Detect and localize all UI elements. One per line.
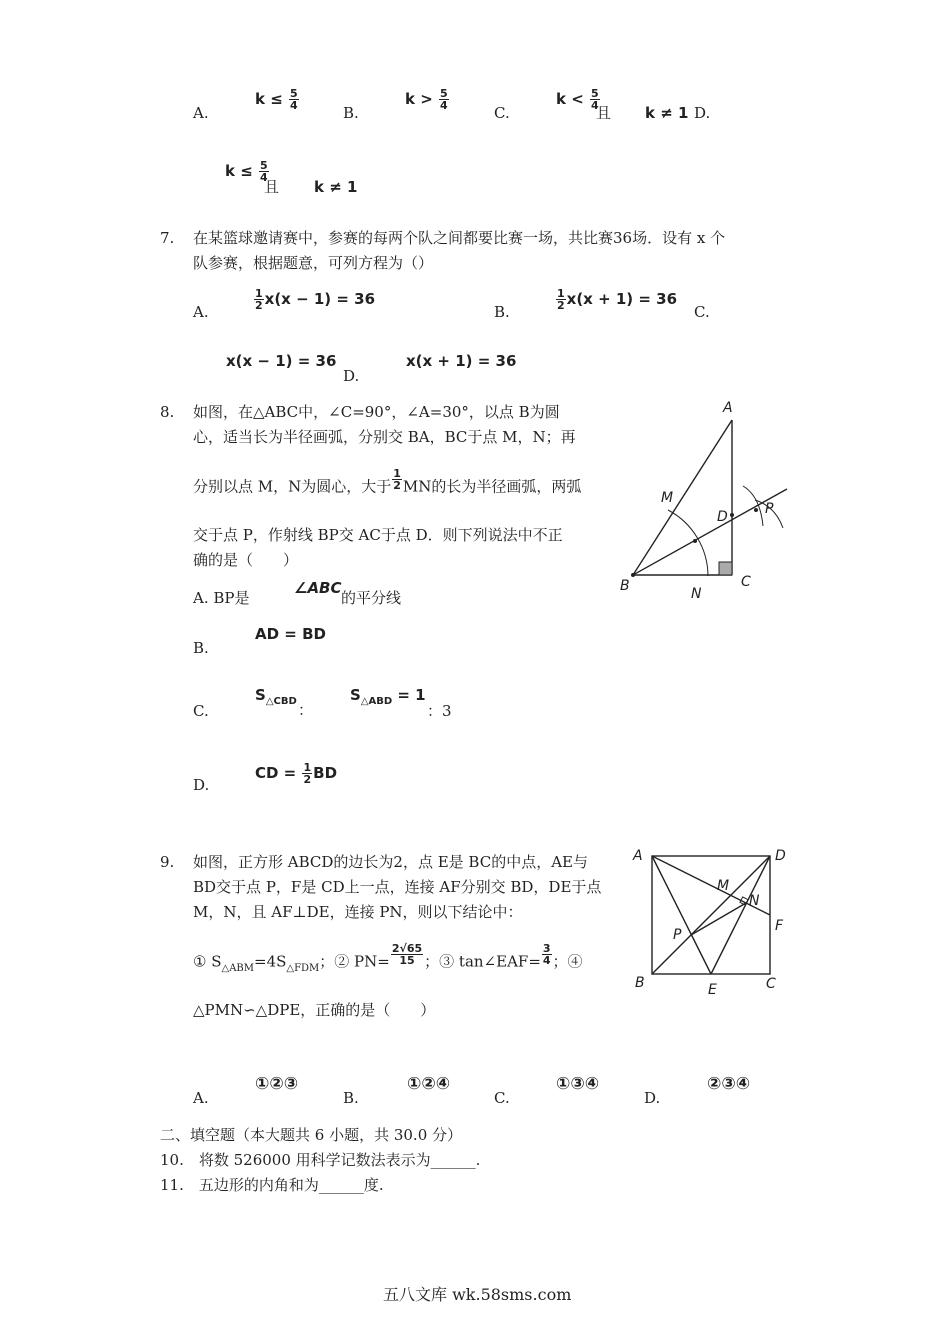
q8-c-s2: $S_{\triangle ABD} = 1$ xyxy=(350,686,426,707)
q9-stem-line5: △PMN∽△DPE，正确的是（ ） xyxy=(193,1001,436,1019)
q7-d-expr: x(x + 1) = 36 xyxy=(406,352,517,370)
q6-c-expr2: k ≠ 1 xyxy=(645,104,689,122)
q9-seg-ae xyxy=(652,856,711,974)
q6-a-expr: k ≤ $\frac{5}{4}$ xyxy=(255,87,298,112)
q8-stem-line3: 分别以点 M，N为圆心，大于 $\frac{1}{2}$ MN的长为半径画弧，两弧 xyxy=(193,467,582,496)
q9-d-option: ②③④ xyxy=(707,1074,751,1094)
q7-b-label: B. xyxy=(494,303,510,321)
q8-label-p: P xyxy=(765,501,774,517)
q6-c-expr: k < $\frac{5}{4}$ xyxy=(556,87,599,112)
q6-c-label: C. xyxy=(494,104,510,122)
q6-a-label: A. xyxy=(193,104,209,122)
q8-arc-mn xyxy=(668,510,708,576)
q7-d-label: D. xyxy=(343,367,360,385)
q9-number: 9. xyxy=(160,853,175,871)
q9-stem-line3: M，N，且 AF⊥DE，连接 PN，则以下结论中： xyxy=(193,903,523,921)
q7-a-expr: $\frac{1}{2}$ x(x − 1) = 36 xyxy=(255,287,376,312)
q8-c-tail: ：3 xyxy=(427,702,452,720)
q8-d-expr: CD = $\frac{1}{2}$ BD xyxy=(255,761,338,786)
q9-label-n: N xyxy=(749,893,760,909)
q8-ray-bp xyxy=(633,489,787,575)
q7-b-expr: $\frac{1}{2}$ x(x + 1) = 36 xyxy=(557,287,678,312)
q9-label-d: D xyxy=(775,848,786,864)
q8-arc-p2 xyxy=(743,486,763,526)
q8-right-angle-mark xyxy=(719,562,732,575)
q6-b-label: B. xyxy=(343,104,359,122)
q8-number: 8. xyxy=(160,403,175,421)
q9-label-a: A xyxy=(633,848,643,864)
q9-c-label: C. xyxy=(494,1089,510,1107)
q9-d-label: D. xyxy=(644,1089,661,1107)
q8-label-d: D xyxy=(717,509,728,525)
q8-a-expr: ∠ABC xyxy=(294,579,342,597)
q9-label-m: M xyxy=(717,878,730,894)
q6-d-expr: k ≤ $\frac{5}{4}$ xyxy=(225,159,268,184)
q8-side-ab xyxy=(633,420,732,575)
q9-label-e: E xyxy=(708,982,717,998)
q7-a-label: A. xyxy=(193,303,209,321)
q7-c-expr: x(x − 1) = 36 xyxy=(226,352,337,370)
q9-c-option: ①③④ xyxy=(556,1074,600,1094)
q9-label-p: P xyxy=(673,927,682,943)
q9-diag-bd xyxy=(652,856,770,974)
q9-conclusions-line: ① $S_{\triangle ABM}=4S_{\triangle FDM}$；② PN= $\frac{2√65}{15}$ ；③ tan∠EAF= $\frac{3}{4}$ ；④ xyxy=(193,942,583,974)
q9-label-b: B xyxy=(635,975,645,991)
q8-c-s1: $S_{\triangle CBD}$ xyxy=(255,686,297,707)
q8-label-n: N xyxy=(691,586,702,602)
q6-d-and: 且 xyxy=(264,178,280,196)
q7-stem-line1: 在某篮球邀请赛中，参赛的每两个队之间都要比赛一场，共比赛36场．设有 x 个 xyxy=(193,229,726,247)
q8-stem-line5: 确的是（ ） xyxy=(193,551,299,569)
q8-label-m: M xyxy=(661,490,674,506)
q9-stem-line1: 如图，正方形 ABCD的边长为2，点 E是 BC的中点，AE与 xyxy=(193,853,588,871)
q9-square-figure xyxy=(625,842,800,997)
q7-stem-line2: 队参赛，根据题意，可列方程为（） xyxy=(193,254,434,272)
q9-a-option: ①②③ xyxy=(255,1074,299,1094)
q8-b-label: B. xyxy=(193,639,209,657)
footer-watermark: 五八文库 wk.58sms.com xyxy=(383,1285,572,1304)
q9-b-option: ①②④ xyxy=(407,1074,451,1094)
q11-text: 11. 五边形的内角和为______度. xyxy=(160,1176,384,1194)
q10-text: 10. 将数 526000 用科学记数法表示为______. xyxy=(160,1151,481,1169)
q7-number: 7. xyxy=(160,229,175,247)
q6-d-label: D. xyxy=(694,104,711,122)
q8-label-b: B xyxy=(620,578,630,594)
q7-c-label: C. xyxy=(694,303,710,321)
q9-stem-line2: BD交于点 P，F是 CD上一点，连接 AF分别交 BD，DE于点 xyxy=(193,878,602,896)
q8-a-label: A. BP是 xyxy=(193,589,250,607)
q8-d-label: D. xyxy=(193,776,210,794)
q8-stem-line4: 交于点 P，作射线 BP交 AC于点 D．则下列说法中不正 xyxy=(193,526,563,544)
q8-c-label: C. xyxy=(193,702,209,720)
q9-seg-de xyxy=(711,856,770,974)
section2-heading: 二、填空题（本大题共 6 小题，共 30.0 分） xyxy=(160,1126,463,1144)
q6-c-and: 且 xyxy=(596,104,612,122)
q8-stem-line2: 心，适当长为半径画弧，分别交 BA，BC于点 M，N；再 xyxy=(193,428,576,446)
q8-b-expr: AD = BD xyxy=(255,625,326,643)
q8-c-colon: ： xyxy=(298,701,314,719)
q9-label-c: C xyxy=(766,976,776,992)
q9-b-label: B. xyxy=(343,1089,359,1107)
q8-triangle-figure xyxy=(615,398,795,602)
q9-a-label: A. xyxy=(193,1089,209,1107)
q8-label-c: C xyxy=(741,574,751,590)
q6-d-expr2: k ≠ 1 xyxy=(314,178,358,196)
q6-b-expr: k > $\frac{5}{4}$ xyxy=(405,87,448,112)
q8-label-a: A xyxy=(723,400,733,416)
q8-a-tail: 的平分线 xyxy=(341,589,402,607)
q8-stem-line1: 如图，在△ABC中，∠C=90°，∠A=30°，以点 B为圆 xyxy=(193,403,560,421)
q9-label-f: F xyxy=(775,918,784,934)
